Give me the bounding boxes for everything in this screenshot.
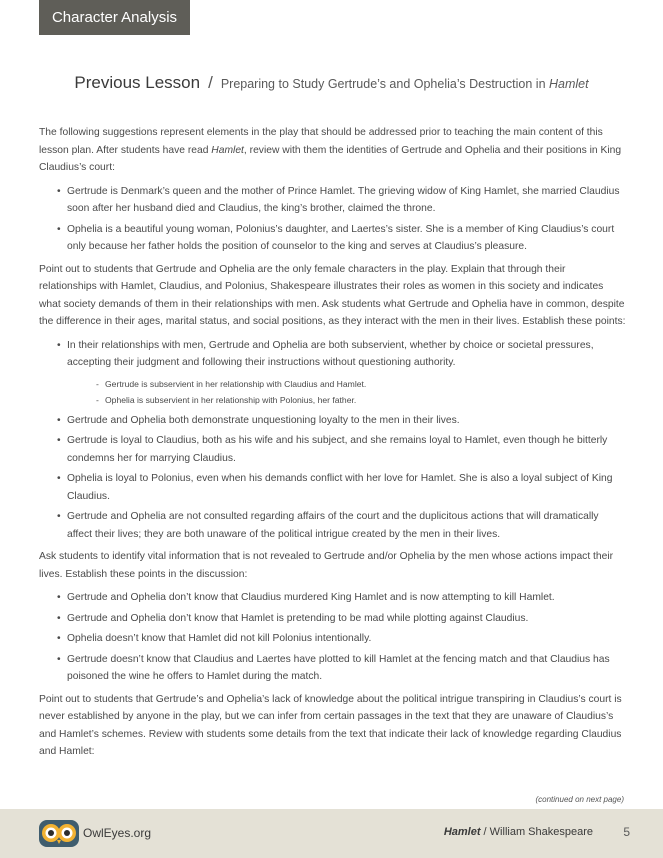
list-item xyxy=(39,337,626,408)
book-separator: / xyxy=(480,826,490,838)
section-tab-label: Character Analysis xyxy=(51,9,178,26)
list-item: • Gertrude and Ophelia are not consulted regarding affairs of the court and the duplicitous actions that will dramatically affect their lives; they are both unaware of the political intrigue created by the men in their lives. xyxy=(39,508,626,543)
paragraph-intro-a: The following suggestions represent elements in the play that should be addressed prior to teaching the main content of this lesson plan. After students have read xyxy=(39,127,603,156)
lesson-title xyxy=(0,73,663,93)
book-author: William Shakespeare xyxy=(489,826,593,838)
book-title: Hamlet xyxy=(443,826,481,838)
sub-list-item: - Ophelia is subservient in her relationship with Polonius, her father. xyxy=(67,392,626,408)
page-footer xyxy=(0,809,663,858)
book-credit xyxy=(444,826,593,838)
subtitle-prefix: Preparing to Study Gertrude’s and Ophelia’s Destruction in xyxy=(220,77,550,91)
list-item: • Ophelia is a beautiful young woman, Polonius’s daughter, and Laertes’s sister. She is a member of King Claudius’s court only because her father holds the position of counselor to the king and serves at Claudius’s pleasure. xyxy=(39,221,626,256)
owl-icon xyxy=(38,818,80,848)
list-item: • Gertrude is Denmark’s queen and the mother of Prince Hamlet. The grieving widow of King Hamlet, she married Claudius soon after her husband died and Claudius, the king’s brother, claimed the throne. xyxy=(39,183,626,218)
brand-name: OwlEyes.org xyxy=(83,826,152,840)
sub-list-item: - Gertrude is subservient in her relationship with Claudius and Hamlet. xyxy=(67,376,626,392)
lesson-content xyxy=(39,124,626,767)
identity-list xyxy=(39,183,626,256)
list-item: • Ophelia is loyal to Polonius, even when his demands conflict with her love for Hamlet. She is also a loyal subject of King Claudius. xyxy=(39,470,626,505)
list-item: • Gertrude and Ophelia both demonstrate unquestioning loyalty to the men in their lives. xyxy=(39,412,626,430)
list-item: • Gertrude is loyal to Claudius, both as his wife and his subject, and she remains loyal to Hamlet, even though he bitterly condemns her for marrying Claudius. xyxy=(39,432,626,467)
section-tab xyxy=(39,0,190,35)
list-item: • Gertrude doesn’t know that Claudius and Laertes have plotted to kill Hamlet at the fencing match and that Claudius has poisoned the wine he offers to Hamlet during the match. xyxy=(39,651,626,686)
list-item: • Gertrude and Ophelia don’t know that Claudius murdered King Hamlet and is now attempting to kill Hamlet. xyxy=(39,589,626,607)
list-item: • Ophelia doesn’t know that Hamlet did not kill Polonius intentionally. xyxy=(39,630,626,648)
list-item: • Gertrude and Ophelia don’t know that Hamlet is pretending to be mad while plotting against Claudius. xyxy=(39,610,626,628)
paragraph-roles: Point out to students that Gertrude and Ophelia are the only female characters in the play. Explain that through their relationships with Hamlet, Claudius, and Polonius, Shakespeare illustrates their roles as women in this society and indicates what society demands of them in their relationships with men. Ask students what Gertrude and Ophelia have in common, despite the difference in their ages, marital status, and social positions, as they interact with the men in their lives. Establish these points: xyxy=(39,263,626,327)
paragraph-intro-italic: Hamlet xyxy=(211,144,244,156)
discussion-list xyxy=(39,589,626,686)
page-number: 5 xyxy=(623,825,630,839)
list-item-text: In their relationships with men, Gertrude and Ophelia are both subservient, whether by choice or societal pressures, accepting their judgment and following their instructions without questioning authority. xyxy=(67,339,594,368)
title-subtitle xyxy=(221,77,589,91)
title-separator: / xyxy=(208,73,213,92)
title-main: Previous Lesson xyxy=(74,73,201,92)
continued-note: (continued on next page) xyxy=(535,795,624,804)
sub-list xyxy=(67,376,626,408)
points-list xyxy=(39,337,626,544)
paragraph-discussion: Ask students to identify vital information that is not revealed to Gertrude and/or Ophelia by the men whose actions impact their lives. Establish these points in the discussion: xyxy=(39,551,614,580)
paragraph-intro xyxy=(39,124,626,177)
paragraph-intro-b: , review with them the identities of Gertrude and Ophelia and their positions in King Claudius’s court: xyxy=(39,144,622,173)
paragraph-knowledge: Point out to students that Gertrude’s and Ophelia’s lack of knowledge about the political intrigue transpiring in Claudius’s court is never established by anyone in the play, but we can infer from certain passages in the text that they are unaware of Claudius’s and Hamlet’s schemes. Review with students some details from the text that indicate their lack of knowledge regarding Claudius and Hamlet: xyxy=(39,693,622,757)
subtitle-italic: Hamlet xyxy=(549,77,589,91)
